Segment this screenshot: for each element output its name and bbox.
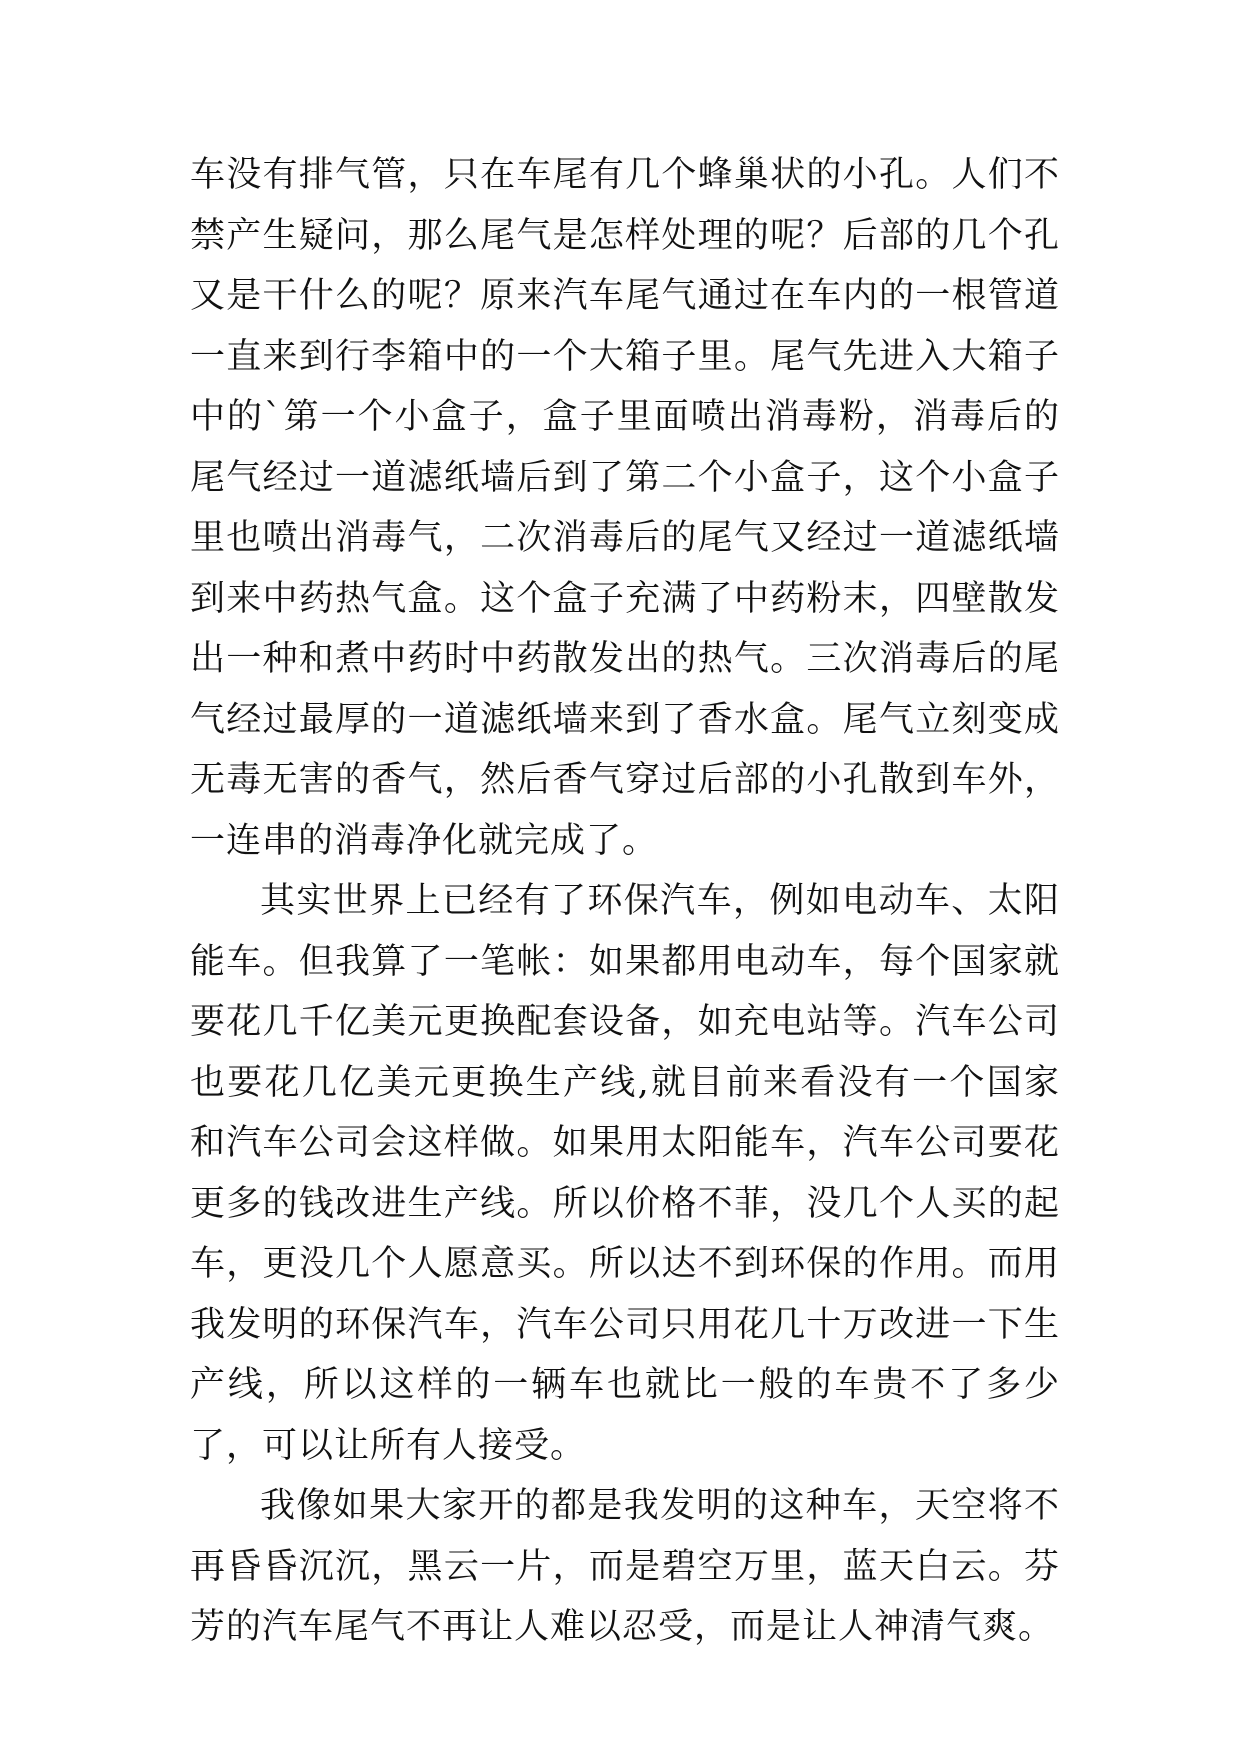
paragraph-exhaust-processing: 车没有排气管，只在车尾有几个蜂巢状的小孔。人们不禁产生疑问，那么尾气是怎样处理的呢？后部的几个孔又是干什么的呢？原来汽车尾气通过在车内的一根管道一直来到行李箱中的一个大箱子里。尾气先进入大箱子中的`第一个小盒子，盒子里面喷出消毒粉，消毒后的尾气经过一道滤纸墙后到了第二个小盒子，这个小盒子里也喷出消毒气，二次消毒后的尾气又经过一道滤纸墙到来中药热气盒。这个盒子充满了中药粉末，四壁散发出一种和煮中药时中药散发出的热气。三次消毒后的尾气经过最厚的一道滤纸墙来到了香水盒。尾气立刻变成无毒无害的香气，然后香气穿过后部的小孔散到车外，一连串的消毒净化就完成了。 [190, 155, 1060, 861]
paragraph-future-vision: 我像如果大家开的都是我发明的这种车，天空将不再昏昏沉沉，黑云一片，而是碧空万里，蓝天白云。芬芳的汽车尾气不再让人难以忍受，而是让人神清气爽。 [190, 1486, 1060, 1647]
paragraph-cost-comparison: 其实世界上已经有了环保汽车，例如电动车、太阳能车。但我算了一笔帐：如果都用电动车，每个国家就要花几千亿美元更换配套设备，如充电站等。汽车公司也要花几亿美元更换生产线,就目前来看没有一个国家和汽车公司会这样做。如果用太阳能车，汽车公司要花更多的钱改进生产线。所以价格不菲，没几个人买的起车，更没几个人愿意买。所以达不到环保的作用。而用我发明的环保汽车，汽车公司只用花几十万改进一下生产线，所以这样的一辆车也就比一般的车贵不了多少了，可以让所有人接受。 [190, 881, 1060, 1466]
document-body [190, 145, 1060, 1658]
